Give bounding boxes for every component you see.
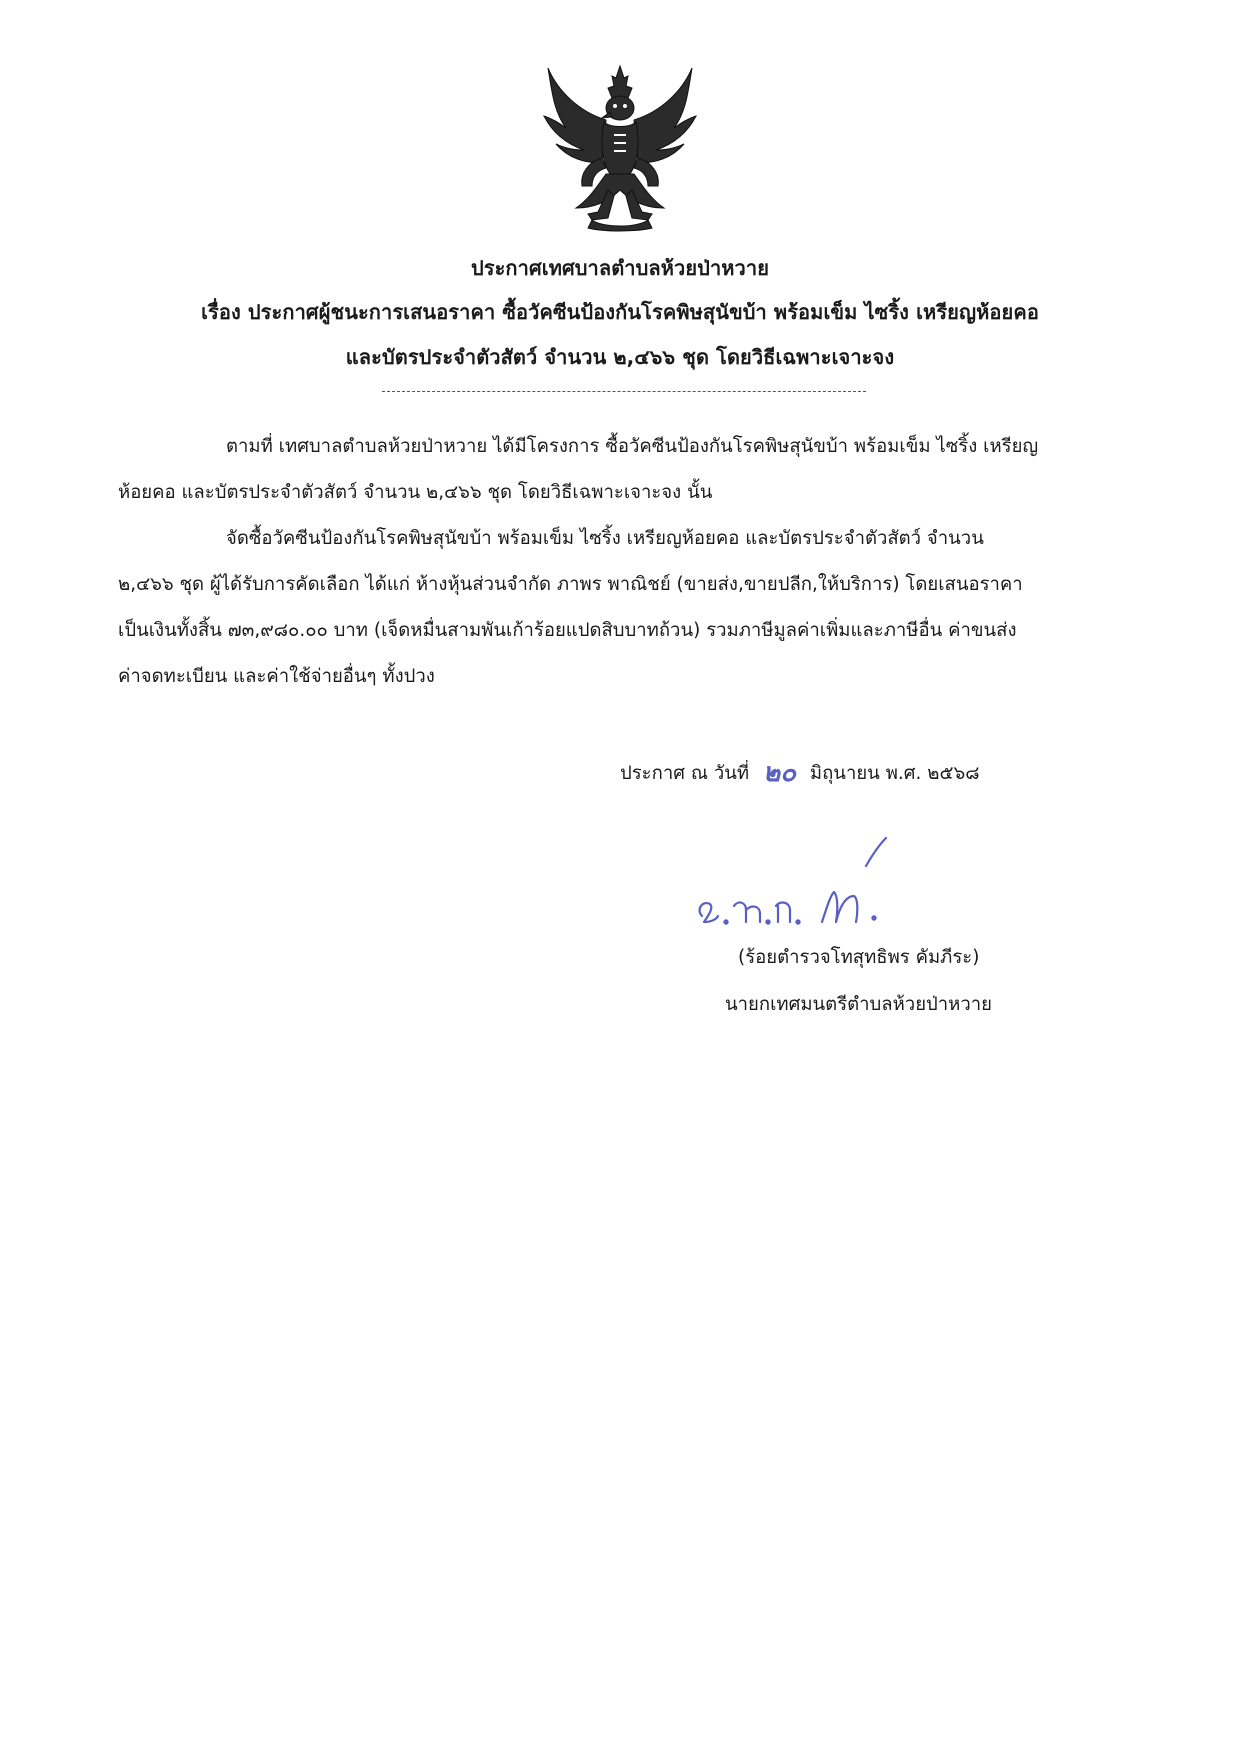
handwritten-day: ๒๐ <box>763 758 797 788</box>
paragraph-2-line-3: เป็นเงินทั้งสิ้น ๗๓,๙๘๐.๐๐ บาท (เจ็ดหมื่นสามพันเก้าร้อยแปดสิบบาทถ้วน) รวมภาษีมูลค่าเพิ่มและภาษีอื่น ค่าขนส่ง <box>118 620 1017 641</box>
announcement-date <box>620 752 980 793</box>
handwritten-signature <box>690 826 920 936</box>
date-prefix: ประกาศ ณ วันที่ <box>620 763 750 784</box>
subject-line-1: เรื่อง ประกาศผู้ชนะการเสนอราคา ซื้อวัคซีนป้องกันโรคพิษสุนัขบ้า พร้อมเข็ม ไซริ้ง เหรียญห้อยคอ <box>201 300 1039 324</box>
paragraph-2-line-2: ๒,๔๖๖ ชุด ผู้ได้รับการคัดเลือก ได้แก่ ห้างหุ้นส่วนจำกัด ภาพร พาณิชย์ (ขายส่ง,ขายปลีก,ให้บริการ) โดยเสนอราคา <box>118 574 1023 595</box>
paragraph-2-line-1: จัดซื้อวัคซีนป้องกันโรคพิษสุนัขบ้า พร้อมเข็ม ไซริ้ง เหรียญห้อยคอ และบัตรประจำตัวสัตว์ จำนวน <box>226 528 984 549</box>
separator-line <box>382 391 866 392</box>
paragraph-1-line-2: ห้อยคอ และบัตรประจำตัวสัตว์ จำนวน ๒,๔๖๖ ชุด โดยวิธีเฉพาะเจาะจง นั้น <box>118 482 713 503</box>
paragraph-1-line-1: ตามที่ เทศบาลตำบลห้วยป่าหวาย ได้มีโครงการ ซื้อวัคซีนป้องกันโรคพิษสุนัขบ้า พร้อมเข็ม ไซริ้ง เหรียญ <box>226 436 1039 457</box>
subject-line-2: และบัตรประจำตัวสัตว์ จำนวน ๒,๔๖๖ ชุด โดยวิธีเฉพาะเจาะจง <box>345 345 895 369</box>
garuda-emblem-icon <box>540 62 700 232</box>
signer-position: นายกเทศมนตรีตำบลห้วยป่าหวาย <box>725 994 992 1015</box>
paragraph-2-line-4: ค่าจดทะเบียน และค่าใช้จ่ายอื่นๆ ทั้งปวง <box>118 666 435 687</box>
announcement-title: ประกาศเทศบาลตำบลห้วยป่าหวาย <box>470 256 770 280</box>
date-suffix: มิถุนายน พ.ศ. ๒๕๖๘ <box>809 763 980 784</box>
signer-name: (ร้อยตำรวจโทสุทธิพร คัมภีระ) <box>738 947 980 968</box>
